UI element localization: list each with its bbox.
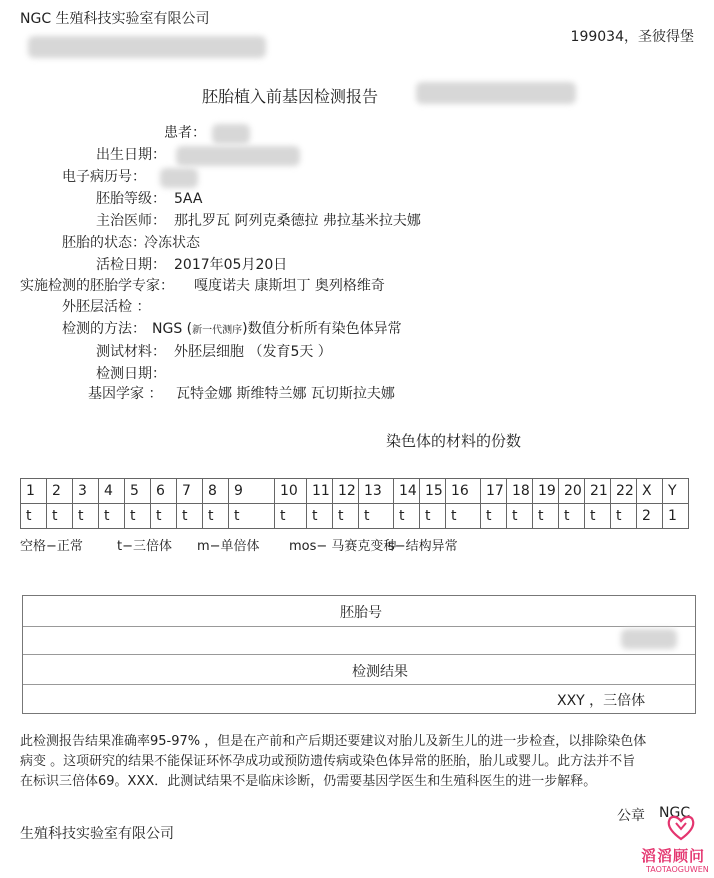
chromosome-result-cell: t xyxy=(73,504,99,529)
embryo-number-header-row xyxy=(23,596,695,627)
chromosome-number-cell: 7 xyxy=(177,479,203,504)
field-value: 那扎罗瓦 阿列克桑德拉 弗拉基米拉夫娜 xyxy=(174,213,421,229)
chromosome-number-cell: 6 xyxy=(151,479,177,504)
chromosome-result-cell: t xyxy=(420,504,446,529)
chromosome-result-cell: t xyxy=(177,504,203,529)
chromosome-result-cell: t xyxy=(151,504,177,529)
chromosome-number-cell: 22 xyxy=(611,479,637,504)
chromosome-number-cell: 13 xyxy=(359,479,394,504)
chromosome-result-cell: 1 xyxy=(663,504,689,529)
embryo-result-box xyxy=(22,595,696,714)
chromosome-result-cell: t xyxy=(533,504,559,529)
field-label: 主治医师： xyxy=(96,213,166,229)
chromosome-result-cell: t xyxy=(47,504,73,529)
watermark-cn: 滔滔顾问 xyxy=(641,847,706,865)
result-value-row xyxy=(23,684,695,714)
embryo-number-header: 胚胎号 xyxy=(340,605,382,621)
disclaimer-line: 在标识三倍体69。XXX．此测试结果不是临床诊断，仍需要基因学医生和生殖科医生的进一步解释。 xyxy=(20,774,597,789)
field-value: 外胚层细胞 （发育5天 ） xyxy=(174,344,332,360)
chromosome-number-cell: 11 xyxy=(307,479,333,504)
chromosome-number-cell: 5 xyxy=(125,479,151,504)
chromosome-result-cell: t xyxy=(585,504,611,529)
chromosome-number-cell: 21 xyxy=(585,479,611,504)
redacted-birth-date xyxy=(176,146,300,166)
field-value: 2017年05月20日 xyxy=(174,257,288,273)
legend-item: m−单倍体 xyxy=(197,539,260,554)
field-label: 检测的方法： xyxy=(62,321,146,337)
chromosome-number-cell: 19 xyxy=(533,479,559,504)
chromosome-result-cell: t xyxy=(229,504,275,529)
legend-item: mos− 马赛克变种 xyxy=(289,539,397,554)
chromosome-number-cell: 4 xyxy=(99,479,125,504)
field-label: 外胚层活检 ： xyxy=(62,299,151,315)
chromosome-number-cell: 10 xyxy=(275,479,307,504)
chromosome-result-cell: t xyxy=(333,504,359,529)
chromosome-number-cell: 14 xyxy=(394,479,420,504)
embryo-number-value-row xyxy=(23,626,695,655)
chromosome-result-cell: t xyxy=(446,504,481,529)
chromosome-title: 染色体的材料的份数 xyxy=(386,432,522,450)
chromosome-result-cell: t xyxy=(21,504,47,529)
chromosome-table xyxy=(20,478,689,529)
field-label: 电子病历号： xyxy=(62,169,146,185)
watermark-en: TAOTAOGUWEN xyxy=(646,865,709,874)
chromosome-number-row xyxy=(21,479,689,504)
chromosome-number-cell: X xyxy=(637,479,663,504)
chromosome-result-cell: t xyxy=(307,504,333,529)
redacted-record-number xyxy=(160,168,198,188)
company-header: NGC 生殖科技实验室有限公司 xyxy=(20,11,210,27)
field-label: 胚胎的状态： xyxy=(62,235,146,251)
field-label: 患者： xyxy=(164,125,206,141)
disclaimer-line: 病变 。这项研究的结果不能保证环怀孕成功或预防遗传病或染色体异常的胚胎，胎儿或婴儿。此方法并不旨 xyxy=(20,754,636,769)
redacted-block xyxy=(28,36,266,58)
chromosome-result-cell: t xyxy=(203,504,229,529)
field-value: 5AA xyxy=(174,191,203,207)
redacted-title-id xyxy=(416,82,576,104)
field-label: 活检日期： xyxy=(96,257,166,273)
chromosome-number-cell: 3 xyxy=(73,479,99,504)
chromosome-result-cell: t xyxy=(125,504,151,529)
chromosome-result-cell: t xyxy=(99,504,125,529)
seal-org: NGC xyxy=(659,805,691,821)
company-address: 199034，圣彼得堡 xyxy=(570,29,694,45)
chromosome-result-cell: t xyxy=(559,504,585,529)
chromosome-number-cell: 12 xyxy=(333,479,359,504)
chromosome-result-cell: 2 xyxy=(637,504,663,529)
chromosome-number-cell: 1 xyxy=(21,479,47,504)
chromosome-number-cell: 8 xyxy=(203,479,229,504)
chromosome-number-cell: 17 xyxy=(481,479,507,504)
chromosome-result-cell: t xyxy=(394,504,420,529)
result-value: XXY ，三倍体 xyxy=(557,693,646,709)
field-value: 嘎度诺夫 康斯坦丁 奥列格维奇 xyxy=(194,278,385,294)
chromosome-number-cell: 16 xyxy=(446,479,481,504)
field-value: 瓦特金娜 斯维特兰娜 瓦切斯拉夫娜 xyxy=(176,386,395,402)
redacted-embryo-number xyxy=(621,629,677,649)
chromosome-result-row xyxy=(21,504,689,529)
field-label: 出生日期： xyxy=(96,147,166,163)
chromosome-number-cell: 15 xyxy=(420,479,446,504)
field-label: 检测日期： xyxy=(96,366,166,382)
chromosome-result-cell: t xyxy=(275,504,307,529)
method-prefix: NGS ( xyxy=(152,321,193,337)
result-header-row xyxy=(23,654,695,685)
chromosome-number-cell: 20 xyxy=(559,479,585,504)
field-label: 基因学家 ： xyxy=(88,386,163,402)
chromosome-result-cell: t xyxy=(611,504,637,529)
report-title: 胚胎植入前基因检测报告 xyxy=(202,87,379,106)
chromosome-result-cell: t xyxy=(359,504,394,529)
footer-company: 生殖科技实验室有限公司 xyxy=(20,826,174,842)
watermark-logo-icon xyxy=(666,812,696,842)
field-label: 胚胎等级： xyxy=(96,191,166,207)
chromosome-number-cell: 9 xyxy=(229,479,275,504)
chromosome-result-cell: t xyxy=(481,504,507,529)
field-label: 测试材料： xyxy=(96,344,166,360)
result-header: 检测结果 xyxy=(352,664,408,680)
chromosome-number-cell: Y xyxy=(663,479,689,504)
redacted-patient-name xyxy=(212,124,250,144)
chromosome-number-cell: 18 xyxy=(507,479,533,504)
seal-label: 公章 xyxy=(617,808,645,824)
method-suffix: )数值分析所有染色体异常 xyxy=(242,321,402,337)
disclaimer-line: 此检测报告结果准确率95-97% ，但是在产前和产后期还要建议对胎儿及新生儿的进一步检查，以排除染色体 xyxy=(20,734,647,749)
chromosome-number-cell: 2 xyxy=(47,479,73,504)
legend-item: s−结构异常 xyxy=(388,539,458,554)
legend-item: t−三倍体 xyxy=(117,539,172,554)
legend-item: 空格−正常 xyxy=(20,539,83,554)
field-label: 实施检测的胚胎学专家： xyxy=(20,278,174,294)
field-value: 冷冻状态 xyxy=(144,235,200,251)
field-value xyxy=(152,320,402,340)
method-small-note: 新一代测序 xyxy=(192,325,243,336)
chromosome-result-cell: t xyxy=(507,504,533,529)
